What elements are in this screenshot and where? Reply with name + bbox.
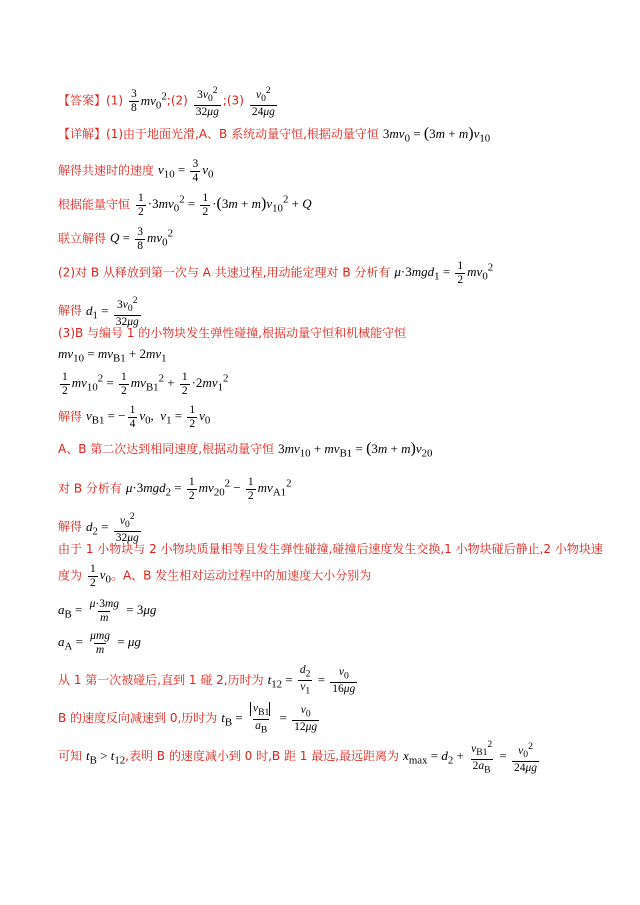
answer-formula-3: $\frac{v_0^2}{24\mu g}$ [251,85,275,119]
detail-line-11: A、B 第二次达到相同速度,根据动量守恒 $3mv_{10} + mv_{B1} = (3m + m)v_{20}$ [58,440,433,460]
d1-eq: $d_1$ = $\frac{3v_0^2}{32\mu g}$ [86,295,139,329]
detail-line-12: 对 B 分析有 μ·3mgd$_2$ = $\frac{1}{2}$ $mv_{20}^2$ − $\frac{1}{2}$ $mv_{A1}^2$ [58,476,292,502]
momentum-eq-3: $3mv_{10} + mv_{B1} = (3m + m)v_{20}$ [278,440,433,460]
detail-line-15: 度为 $\frac{1}{2}$ $v_0$。A、B 发生相对运动过程中的加速度大小分别为 [58,563,372,589]
work-energy-eq-1: μ·3mgd$_1$ = $\frac{1}{2}$ $mv_0^2$ [394,260,494,286]
collision-result-eq: $v_{B1}$ = − $\frac{1}{4}$ $v_0$, $v_1$ = $\frac{1}{2}$ $v_0$ [86,404,211,430]
tb-eq: $t_B$ = $\frac{v_{B1}}{a_B}$ = $\frac{v_0}{12\mu g}$ [221,702,318,736]
momentum-eq-2: $mv_{10} = mv_{B1} + 2mv_1$ [58,346,167,365]
detail-line-7: (3)B 与编号 1 的小物块发生弹性碰撞,根据动量守恒和机械能守恒 [58,326,407,340]
xmax-eq: $x_{max} = d_2$ + $\frac{v_{B1}^2}{2a_B}$ = $\frac{v_0^2}{24\mu g}$ [403,739,538,776]
answer-formula-2: $\frac{3v_0^2}{32\mu g}$ [195,85,219,119]
detail-line-1: 【详解】(1)由于地面光滑,A、B 系统动量守恒,根据动量守恒 $3mv_0 = (3m + m)v_{10}$ [58,125,491,145]
detail-tag: 【详解】 [58,127,107,141]
heat-eq: Q = $\frac{3}{8}$ $mv_0^2$ [110,226,173,252]
detail-line-19: B 的速度反向减速到 0,历时为 $t_B$ = $\frac{v_{B1}}{a_B}$ = $\frac{v_0}{12\mu g}$ [58,702,321,736]
detail-line-10: 解得 $v_{B1}$ = − $\frac{1}{4}$ $v_0$, $v_1$ = $\frac{1}{2}$ $v_0$ [58,404,211,430]
detail-line-20: 可知 $t_B > t_{12}$,表明 B 的速度减小到 0 时,B 距 1 最远,最远距离为 $x_{max} = d_2$ + $\frac{v_{B1}^2}{2a_B}$ = $\frac{v_0^2}{24\mu g}$ [58,738,541,776]
detail-line-3: 根据能量守恒 $\frac{1}{2}$ $\cdot 3mv_0^2$ = $\frac{1}{2}$ $\cdot(3m + m)v_{10}^2 + Q$ [58,192,312,218]
v2-value: $\frac{1}{2}$ $v_0$ [90,563,111,589]
time-compare: $t_B > t_{12}$ [86,748,126,767]
detail-line-2: 解得共速时的速度 $v_{10}$ = $\frac{3}{4}$ $v_0$ [58,158,214,184]
common-velocity-eq: $v_{10}$ = $\frac{3}{4}$ $v_0$ [158,158,214,184]
energy-eq-2: $\frac{1}{2}$ $mv_{10}^2$ = $\frac{1}{2}$ $mv_{B1}^2$ + $\frac{1}{2}$ $\cdot 2mv_1^2$ [62,371,229,397]
accel-b-eq: $a_B$ = $\frac{\mu\cdot 3mg}{m}$ = 3μg [58,598,157,624]
answer-formula-1: $\frac{3}{8}$ $mv_0^2$ [131,88,167,115]
detail-line-13: 解得 $d_2$ = $\frac{v_0^2}{32\mu g}$ [58,510,143,545]
detail-line-5: (2)对 B 从释放到第一次与 A 共速过程,用动能定理对 B 分析有 μ·3mgd$_1$ = $\frac{1}{2}$ $mv_0^2$ [58,260,494,286]
work-energy-eq-2: μ·3mgd$_2$ = $\frac{1}{2}$ $mv_{20}^2$ − $\frac{1}{2}$ $mv_{A1}^2$ [125,476,292,502]
answer-tag: 【答案】 [58,93,107,108]
detail-line-6: 解得 $d_1$ = $\frac{3v_0^2}{32\mu g}$ [58,294,143,329]
d2-eq: $d_2$ = $\frac{v_0^2}{32\mu g}$ [86,511,139,545]
detail-line-18: 从 1 第一次被碰后,直到 1 碰 2,历时为 $t_{12}$ = $\frac{d_2}{v_1}$ = $\frac{v_0}{16\mu g}$ [58,664,359,698]
detail-line-4: 联立解得 Q = $\frac{3}{8}$ $mv_0^2$ [58,226,173,252]
energy-eq-1: $\frac{1}{2}$ $\cdot 3mv_0^2$ = $\frac{1}{2}$ $\cdot(3m + m)v_{10}^2 + Q$ [138,192,312,218]
accel-a-eq: $a_A$ = μmg m = μg [58,630,141,656]
momentum-eq-1: $3mv_0 = (3m + m)v_{10}$ [382,125,491,145]
detail-line-14: 由于 1 小物块与 2 小物块质量相等且发生弹性碰撞,碰撞后速度发生交换,1 小物块碰后静止,2 小物块速 [58,542,603,556]
t12-eq: $t_{12}$ = $\frac{d_2}{v_1}$ = $\frac{v_0}{16\mu g}$ [267,664,356,697]
answer-line: 【答案】(1) $\frac{3}{8}$ $mv_0^2;(2)$ $\frac{3v_0^2}{32\mu g}$ ;(3) $\frac{v_0^2}{24\mu g}$ [58,84,279,119]
